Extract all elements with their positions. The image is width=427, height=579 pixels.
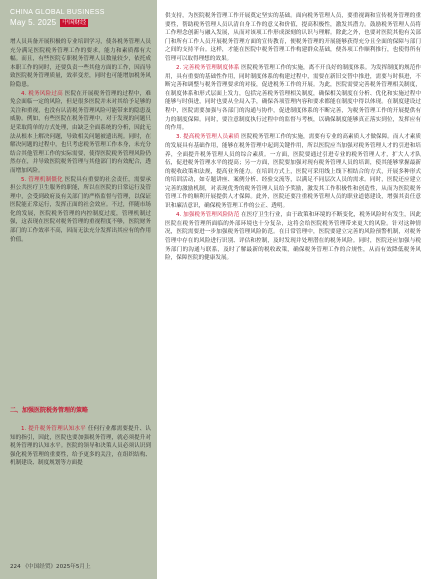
journal-name: CHINA GLOBAL BUSINESS [10,9,105,16]
issue-line [10,18,150,28]
subheading: 3. 提高税务管理人员素质 [176,134,240,141]
subheading: 1. 提升税务管理认知水平 [21,426,86,432]
paragraph [165,64,421,133]
paragraph-body: 任何行业都需要提升、认知的指引，因此，医院也要加强税务管理，就必须提升对税务管理的认知水平。医院的领导和决策人员必须认识到强化税务管理的重要性，给予更多的关注，在组织结构、机制建设、制度规划等方面提 [10,426,151,467]
paragraph-body: 医院税务管理工作的实施，需要有专业的高素质人才做保障。而人才素质的发展具有基础作用，能够在税务管理中起到关键作用，所以医院应当加强对税务管理人才的引进和培养，全面提升税务管理人员的综合素质。一方面，医院要通过引进专业的税务管理人才，扩大人才队伍，促进税务管理水平的提高；另一方面，医院要加强对现有税务管理人员的培训，使其能够掌握最新的税收政策和法规，提高业务能力。在培训方式上，医院可采用线上线下相结合的方式，开展多种形式的培训活动，如专题讲座、案例分析、经验交流等，以满足不同层次人员的需求。同时，医院还应建立完善的激励机制，对表现优秀的税务管理人员给予奖励，激发其工作积极性和创造性，从而为医院税务管理工作的顺利开展提供人才保障。此外，医院还要注重税务管理人员的职业道德建设，增强其责任意识和廉洁意识，确保税务管理工作的公正、透明。 [165,134,421,210]
subheading: 4. 加强税务管理风险防范 [176,212,240,219]
paragraph-body: 在医疗卫生行业，由于政策和环境的不断变化，税务风险时有发生，因此医院在税务管理所面临的外部环境也十分复杂，这将会给医院税务管理带来更大的风险。针对这种情况，医院需要进一步加强税务管理风险防范。在日常管理中，医院要建立完善的风险预警机制，对税务管理中存在的风险进行识别、评估和控制，及时发现并处理潜在的税务风险。同时，医院还应加强与税务部门的沟通与联系，及时了解最新的税收政策，确保税务管理工作的合规性，从而有效降低税务风险，保障医院的健康发展。 [165,212,421,262]
paragraph [165,211,421,263]
section-heading: 二、加强医院税务管理的策略 [10,407,89,414]
section-badge: 中国财经 [62,19,87,26]
paragraph [10,90,151,176]
page-footer: 224 《中国经贸》2025年5月上 [10,564,91,570]
subheading: 5. 管理机制僵化 [21,176,63,183]
issue-date: May 5. 2025 [10,18,57,27]
subheading: 4. 税务风险过高 [21,90,63,97]
paragraph-body: 医院在开展税务管理的过程中，难免会面临一定的风险，但是很多医院并未对其给予足够的关注和重视，也没有认清税务管理风险可能带来的隐患及威胁。例如，有些医院在税务管理中，对于发现的问题只是采取简单的方式处理，由缺乏全面系统的分析，因此无法从根本上解决问题，导致相关问题被遗出现。同时，在解决问题的过程中，也只考虑税务管理工作本身，未充分结合其他管理工作的实际需要，使得医院税务管理风险仍然存在，并导致医院税务管理与其他部门的有效配合，透而增加风险。 [10,90,151,174]
left-body-text [10,38,151,244]
left-body-text-2 [10,425,151,468]
right-body-text [165,12,421,263]
page-header [10,8,150,28]
paragraph-body: 医院税务管理工作的实施，离不开良好的制度体系。为发挥制度的规范作用，具有重要的基础性作用，同时制度体系的构建过程中，需要在新旧交替中推进，需要与时俱进，不断完善和调整与税务管理要求的对接，促进税务工作的开展。为此，医院需要完善税务管理相关制度，在制度体系和形式层面上发力，包括完善税务管理相关制度，确保相关制度在分析、优化和实施过程中能够与时俱进，同时也要从全局入手，确保各项管理内容和要求都能在制度中得以体现。在制度建设过程中，医院需要加强与各部门的沟通与协作，促进制度体系的不断完善，为税务管理工作的开展提供有力的制度保障。同时，要注意制度执行过程中的监督与考核，以确保制度能够真正落实到位，发挥应有的作用。 [165,65,421,132]
subheading: 2. 完善税务管理制度体系 [176,65,240,72]
paragraph [165,133,421,210]
paragraph: 供支持，为医院税务管理工作开展奠定坚实的基础。面向税务管理人员，要重视调和宣传税务管理的重要性，帮助税务管理人员认清自身工作的意义和价值，提高积极性，激发其潜力。鼓励税务管理人员将工作理念创新与融入发展，从而对该项工作形成深刻的认识与理解。除此之外，也要对医院其他有关部门和所有工作人员开展税务管理方面的宣传教育，便税务管理的开展能够获得充分且全面的保障与部门之间的支持平台。这样，才能在医院中税务管理工作构建群众基础，便各项工作顺利推行，也使得所有管理可以取得理想的效果。 [165,13,421,62]
right-column [157,0,427,579]
paragraph [10,425,151,468]
left-column [0,0,157,579]
paragraph: 增人员具备开展积极的专业培训学习，使各税务管理人员充分满足医院税务管理工作的要求，能力和素质都有大幅。而且，有些医院专职税务管理人员数量较少，依托成本职工作的同时，还要负责一些其他方面的工作，因而导致医院税务管理质量，效率变差，同时也可能增加税务风险隐患。 [10,39,151,88]
paragraph [10,176,151,245]
paragraph-body: 医院具有重要的社会责任，需要承担公共医疗卫生服务的职能，所以在医院的日常运行及管理中，会受到政府及有关部门的严格监督与管理，以保证医院能正常运行，发挥正面的社会效应。不过，伴随市场化的发展，医院税务管理的内控制度过度，管理机制过强，这表现在医院对税务管理的重视程度不够，医院财务部门的工作效率不高，因而无法充分发挥出其应有的作用价值。 [10,176,151,243]
